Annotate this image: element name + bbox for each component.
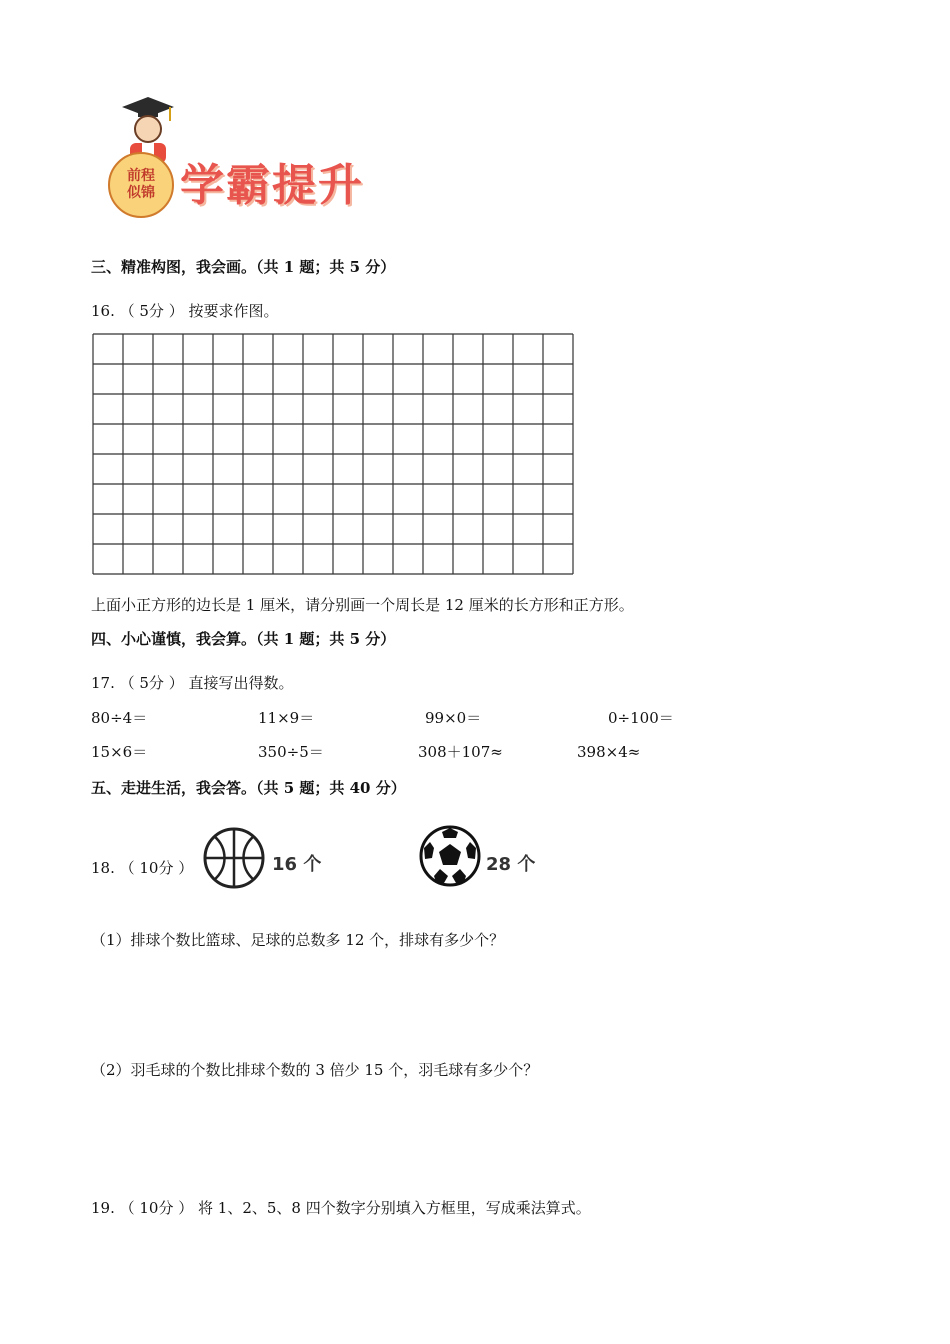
basketball-icon (202, 826, 266, 890)
calc-item: 15×6＝ (91, 743, 148, 761)
badge-line1: 前程 (127, 168, 155, 184)
q18-label: 18. （ 10分 ） (91, 859, 194, 877)
calc-item: 80÷4＝ (91, 709, 148, 727)
q18-part2: （2）羽毛球的个数比排球个数的 3 倍少 15 个，羽毛球有多少个？ (91, 1061, 539, 1079)
square-grid[interactable] (92, 333, 576, 576)
banner-title: 学霸提升 (180, 160, 364, 211)
q18-part1: （1）排球个数比篮球、足球的总数多 12 个，排球有多少个？ (91, 931, 505, 949)
calc-item: 308＋107≈ (418, 743, 503, 761)
football-icon (418, 824, 482, 888)
calc-item: 99×0＝ (425, 709, 482, 727)
q19-label: 19. （ 10分 ） 将 1、2、5、8 四个数字分别填入方框里，写成乘法算式。 (91, 1199, 591, 1217)
calc-item: 0÷100＝ (608, 709, 674, 727)
football-count: 28 个 (486, 854, 536, 875)
calc-item: 398×4≈ (577, 743, 641, 761)
q16-label: 16. （ 5分 ） 按要求作图。 (91, 302, 279, 320)
calc-item: 350÷5＝ (258, 743, 324, 761)
section3-heading: 三、精准构图，我会画。（共 1 题；共 5 分） (91, 258, 396, 276)
badge-line2: 似锦 (127, 185, 155, 201)
section5-heading: 五、走进生活，我会答。（共 5 题；共 40 分） (91, 779, 406, 797)
calc-item: 11×9＝ (258, 709, 315, 727)
q16-instruction: 上面小正方形的边长是 1 厘米，请分别画一个周长是 12 厘米的长方形和正方形。 (91, 596, 634, 614)
section4-heading: 四、小心谨慎，我会算。（共 1 题；共 5 分） (91, 630, 396, 648)
badge-logo (108, 152, 174, 218)
q17-label: 17. （ 5分 ） 直接写出得数。 (91, 674, 294, 692)
basketball-count: 16 个 (272, 854, 322, 875)
